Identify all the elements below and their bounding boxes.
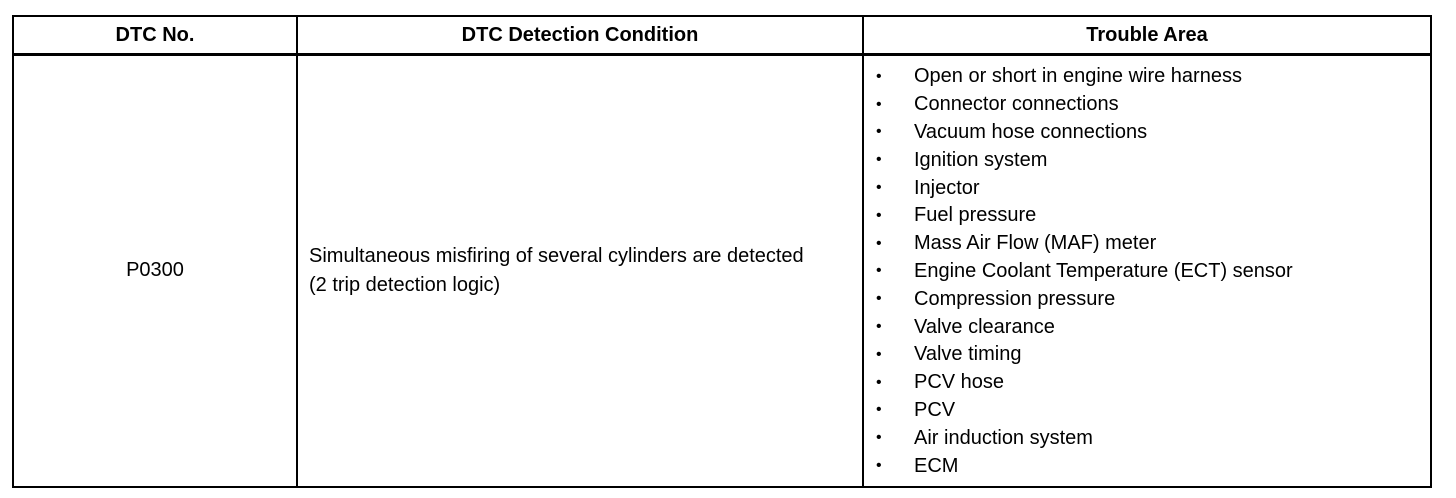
bullet-icon: •: [876, 318, 882, 336]
list-item: [864, 424, 1430, 452]
header-row: [13, 16, 1431, 55]
list-item: [864, 63, 1430, 91]
list-item: [864, 452, 1430, 480]
header-dtc-no: DTC No.: [13, 16, 297, 55]
bullet-icon: •: [876, 123, 882, 141]
list-item: [864, 230, 1430, 258]
bullet-icon: •: [876, 95, 882, 113]
dtc-number: P0300: [13, 55, 297, 487]
bullet-icon: •: [876, 151, 882, 169]
bullet-icon: •: [876, 179, 882, 197]
trouble-area-item: PCV hose: [914, 371, 1005, 394]
list-item: [864, 313, 1430, 341]
list-item: [864, 341, 1430, 369]
list-item: [864, 369, 1430, 397]
table-header: [13, 16, 1431, 55]
bullet-icon: •: [876, 290, 882, 308]
header-trouble-area: Trouble Area: [863, 16, 1431, 55]
trouble-area-item: Valve clearance: [914, 315, 1055, 338]
list-item: [864, 119, 1430, 147]
trouble-area-item: Connector connections: [914, 93, 1119, 116]
trouble-area-cell: [863, 55, 1431, 487]
table-body: [13, 55, 1431, 487]
bullet-icon: •: [876, 67, 882, 85]
bullet-icon: •: [876, 373, 882, 391]
trouble-area-item: Valve timing: [914, 343, 1022, 366]
dtc-table: [12, 15, 1432, 488]
list-item: [864, 174, 1430, 202]
list-item: [864, 258, 1430, 286]
trouble-area-item: Vacuum hose connections: [914, 120, 1148, 143]
trouble-area-item: PCV: [914, 398, 956, 421]
list-item: [864, 285, 1430, 313]
bullet-icon: •: [876, 401, 882, 419]
trouble-area-item: ECM: [914, 454, 959, 477]
trouble-area-item: Mass Air Flow (MAF) meter: [914, 232, 1157, 255]
bullet-icon: •: [876, 429, 882, 447]
bullet-icon: •: [876, 262, 882, 280]
trouble-area-item: Air induction system: [914, 426, 1093, 449]
list-item: [864, 91, 1430, 119]
list-item: [864, 397, 1430, 425]
trouble-area-item: Compression pressure: [914, 287, 1116, 310]
list-item: [864, 146, 1430, 174]
trouble-area-item: Injector: [914, 176, 980, 199]
trouble-area-item: Ignition system: [914, 148, 1048, 171]
bullet-icon: •: [876, 457, 882, 475]
trouble-area-item: Open or short in engine wire harness: [914, 65, 1242, 88]
bullet-icon: •: [876, 345, 882, 363]
bullet-icon: •: [876, 206, 882, 224]
trouble-area-item: Fuel pressure: [914, 204, 1037, 227]
bullet-icon: •: [876, 234, 882, 252]
trouble-area-list: [864, 63, 1430, 480]
trouble-area-item: Engine Coolant Temperature (ECT) sensor: [914, 259, 1293, 282]
detection-condition: Simultaneous misfiring of several cylinders are detected (2 trip detection logic): [297, 55, 863, 487]
header-detection-condition: DTC Detection Condition: [297, 16, 863, 55]
list-item: [864, 202, 1430, 230]
table-row: [13, 55, 1431, 487]
